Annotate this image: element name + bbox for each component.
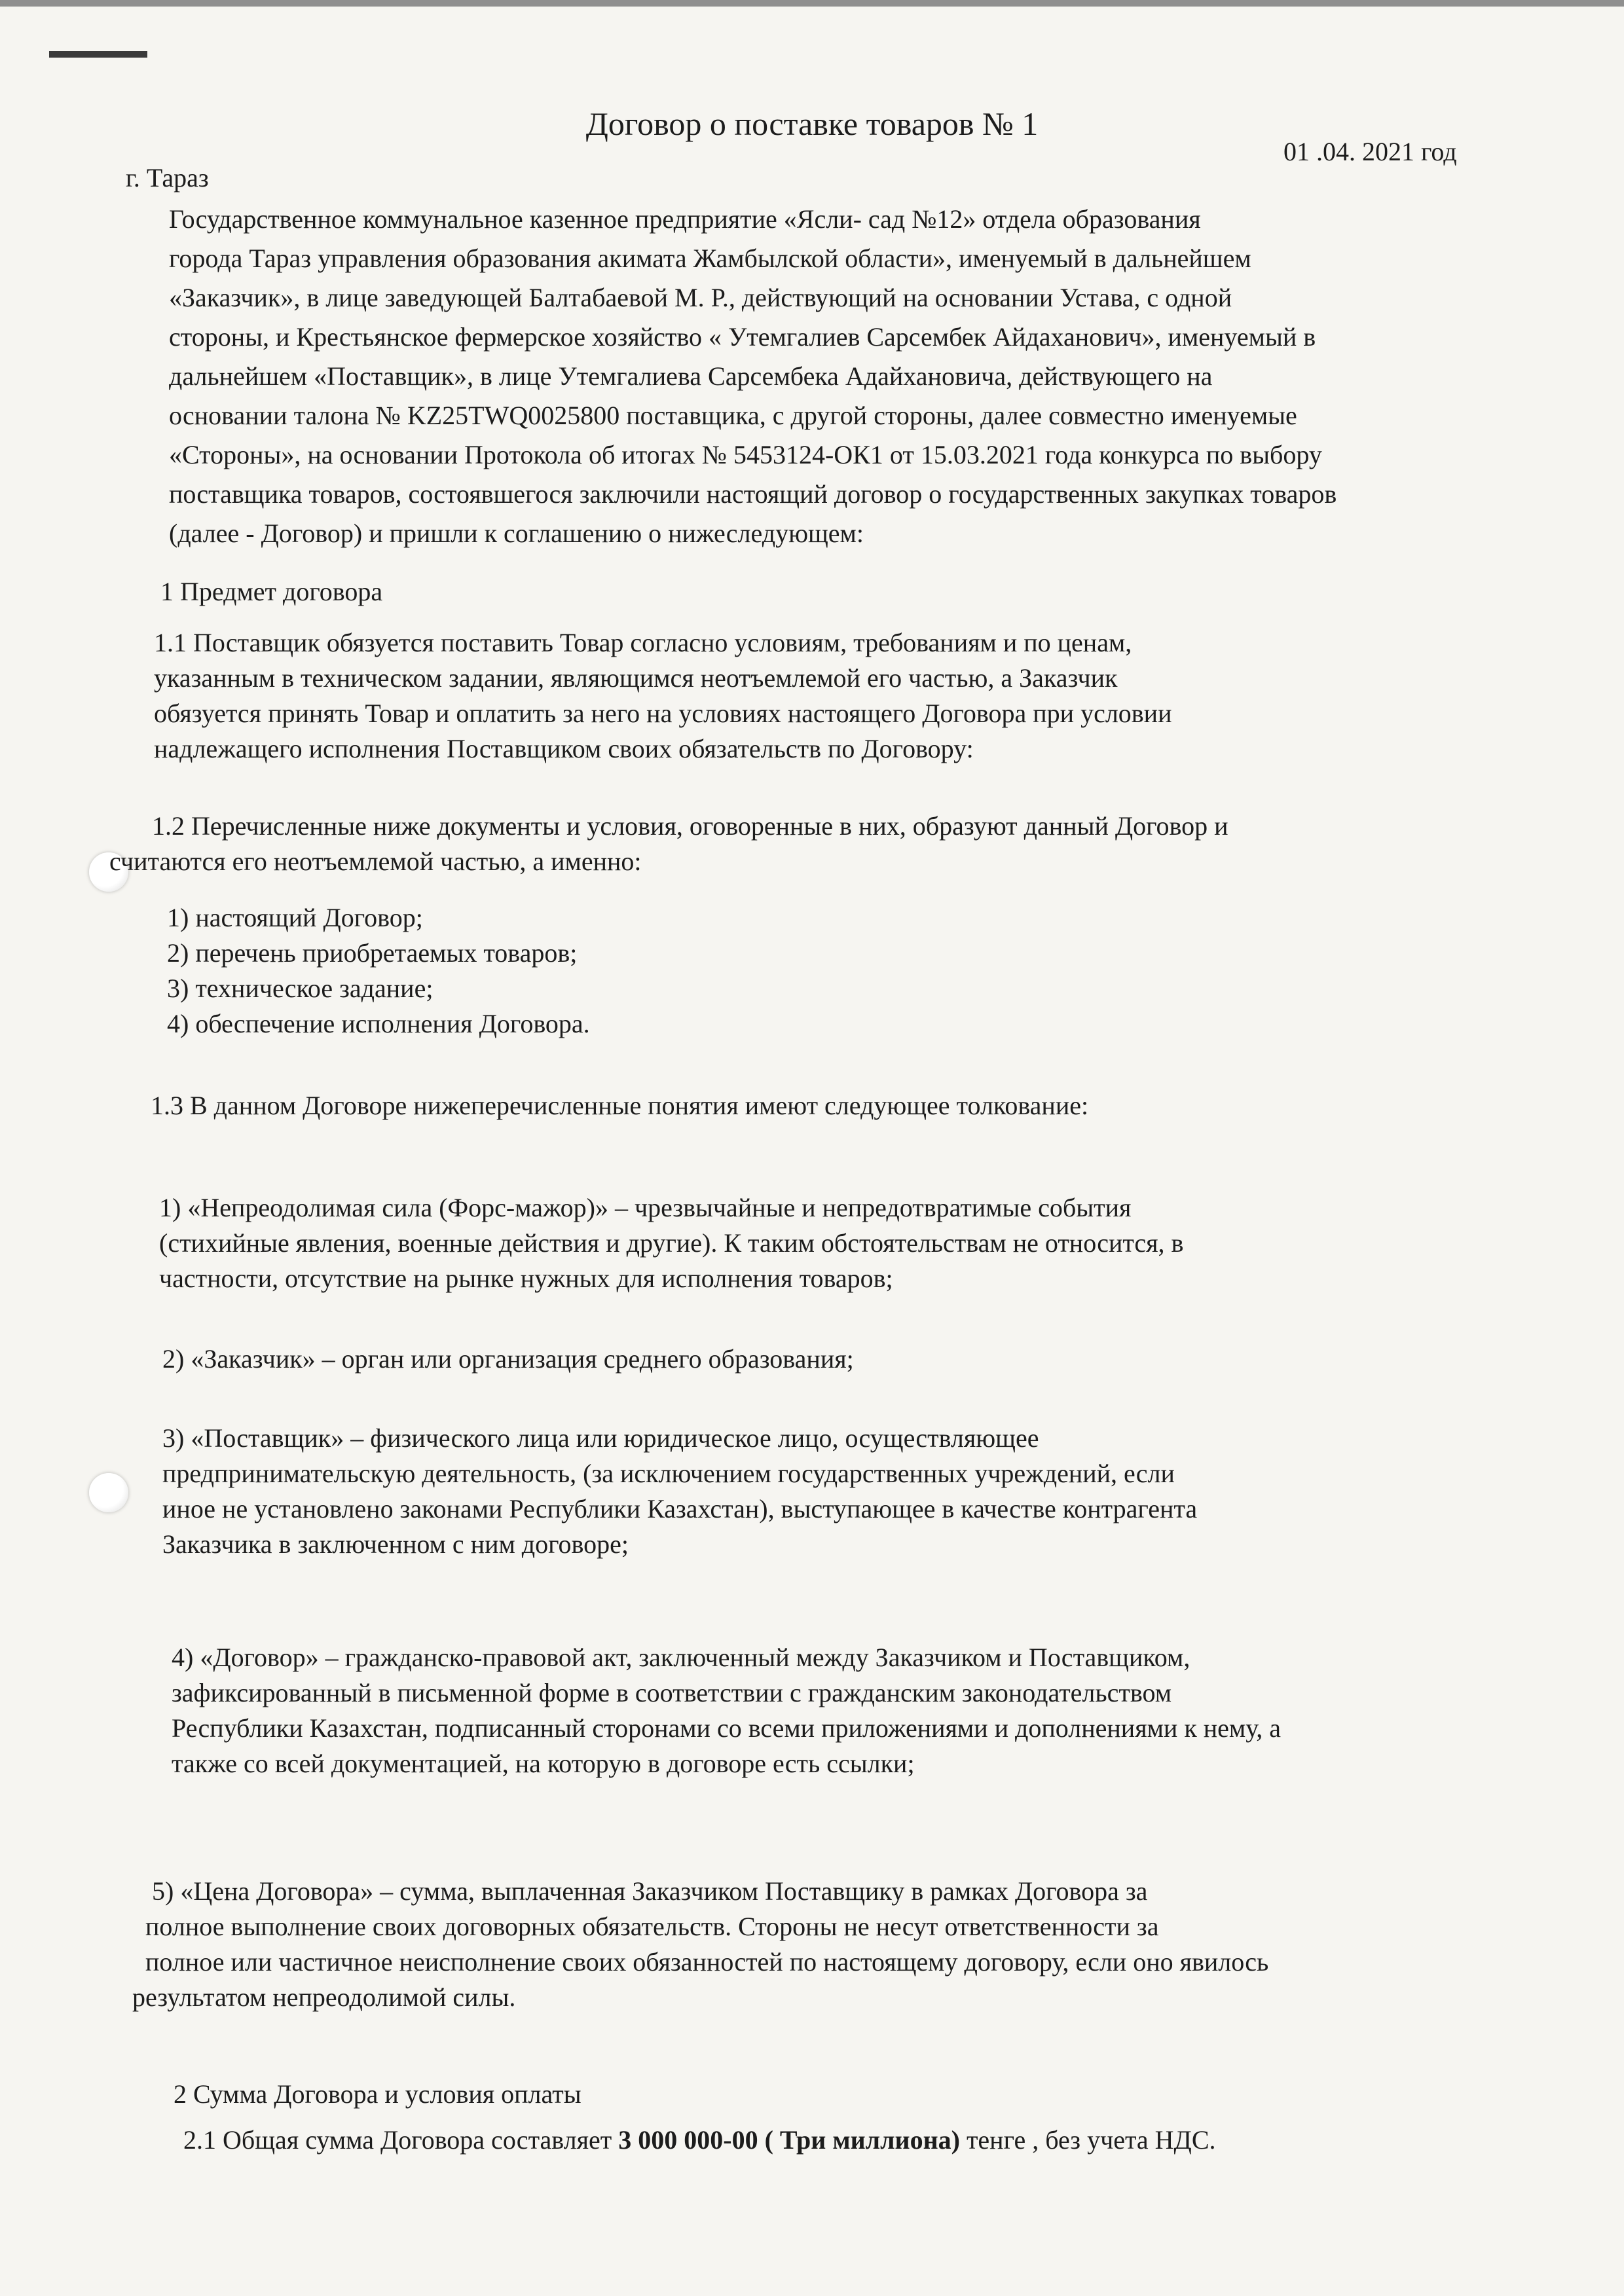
- clause-1-3: 1.3 В данном Договоре нижеперечисленные понятия имеют следующее толкование:: [151, 1091, 1089, 1120]
- section-2-heading: 2 Сумма Договора и условия оплаты: [174, 2079, 581, 2109]
- contract-amount: 3 000 000-00 ( Три миллиона): [618, 2125, 960, 2155]
- definition-line: 4) «Договор» – гражданско-правовой акт, заключенный между Заказчиком и Поставщиком,: [172, 1643, 1190, 1672]
- intro-line: Государственное коммунальное казенное предприятие «Ясли- сад №12» отдела образования: [169, 204, 1201, 234]
- definition-4: [172, 1640, 1281, 1781]
- list-item: 3) техническое задание;: [167, 974, 434, 1003]
- document-title: Договор о поставке товаров № 1: [585, 105, 1039, 142]
- clause-line: считаются его неотъемлемой частью, а именно:: [109, 847, 642, 876]
- document-place: г. Тараз: [126, 163, 209, 192]
- definition-line: полное или частичное неисполнение своих обязанностей по настоящему договору, если оно явилось: [145, 1947, 1269, 1977]
- intro-paragraph: [169, 200, 1337, 553]
- list-item: 4) обеспечение исполнения Договора.: [167, 1009, 590, 1038]
- definition-2: 2) «Заказчик» – орган или организация среднего образования;: [162, 1344, 854, 1374]
- intro-line: дальнейшем «Поставщик», в лице Утемгалиева Сарсембека Адайхановича, действующего на: [169, 361, 1213, 391]
- intro-line: «Стороны», на основании Протокола об итогах № 5453124-ОК1 от 15.03.2021 года конкурса по выбору: [169, 440, 1322, 469]
- definition-3: [162, 1421, 1197, 1562]
- clause-line: указанным в техническом задании, являющимся неотъемлемой его частью, а Заказчик: [154, 663, 1118, 693]
- intro-line: поставщика товаров, состоявшегося заключили настоящий договор о государственных закупках товаров: [169, 479, 1337, 509]
- definition-line: 3) «Поставщик» – физического лица или юридическое лицо, осуществляющее: [162, 1423, 1039, 1453]
- clause-line: надлежащего исполнения Поставщиком своих обязательств по Договору:: [154, 734, 974, 763]
- definition-line: частности, отсутствие на рынке нужных для исполнения товаров;: [159, 1264, 893, 1293]
- definition-1: [159, 1190, 1183, 1296]
- definition-line: Республики Казахстан, подписанный сторонами со всеми приложениями и дополнениями к нему, а: [172, 1713, 1281, 1743]
- clause-1-1: [154, 625, 1172, 767]
- definition-line: зафиксированный в письменной форме в соответствии с гражданским законодательством: [172, 1678, 1172, 1707]
- punch-hole: [89, 1473, 128, 1512]
- clause-line: 1.1 Поставщик обязуется поставить Товар согласно условиям, требованиям и по ценам,: [154, 628, 1132, 657]
- clause-2-1: [183, 2124, 1216, 2155]
- intro-line: (далее - Договор) и пришли к соглашению о нижеследующем:: [169, 519, 864, 548]
- definition-line: также со всей документацией, на которую в договоре есть ссылки;: [172, 1749, 915, 1778]
- definition-line: (стихийные явления, военные действия и другие). К таким обстоятельствам не относится, в: [159, 1228, 1184, 1258]
- intro-line: стороны, и Крестьянское фермерское хозяйство « Утемгалиев Сарсембек Айдаханович», именуемый в: [169, 322, 1316, 352]
- definition-line: полное выполнение своих договорных обязательств. Стороны не несут ответственности за: [145, 1912, 1159, 1941]
- list-item: 1) настоящий Договор;: [167, 903, 423, 932]
- definition-line: Заказчика в заключенном с ним договоре;: [162, 1529, 629, 1559]
- definition-line: 1) «Непреодолимая сила (Форс-мажор)» – чрезвычайные и непредотвратимые события: [159, 1193, 1132, 1222]
- clause-line: 1.2 Перечисленные ниже документы и условия, оговоренные в них, образуют данный Договор и: [152, 811, 1228, 841]
- definition-line: результатом непреодолимой силы.: [132, 1982, 516, 2012]
- clause-1-2-list: [167, 900, 590, 1042]
- clause-2-1-prefix: 2.1 Общая сумма Договора составляет: [183, 2125, 619, 2155]
- scan-top-edge: [0, 0, 1624, 7]
- scan-mark: [49, 51, 147, 58]
- clause-line: обязуется принять Товар и оплатить за него на условиях настоящего Договора при условии: [154, 699, 1172, 728]
- intro-line: «Заказчик», в лице заведующей Балтабаевой М. Р., действующий на основании Устава, с одной: [169, 283, 1232, 312]
- section-1-heading: 1 Предмет договора: [160, 577, 383, 606]
- definition-line: предпринимательскую деятельность, (за исключением государственных учреждений, если: [162, 1459, 1175, 1488]
- clause-2-1-suffix: тенге , без учета НДС.: [959, 2125, 1216, 2155]
- definition-line: 5) «Цена Договора» – сумма, выплаченная Заказчиком Поставщику в рамках Договора за: [152, 1876, 1148, 1906]
- intro-line: города Тараз управления образования акимата Жамбылской области», именуемый в дальнейшем: [169, 244, 1251, 273]
- intro-line: основании талона № KZ25TWQ0025800 поставщика, с другой стороны, далее совместно именуемые: [169, 401, 1297, 430]
- document-date: 01 .04. 2021 год: [1283, 137, 1457, 166]
- definition-line: иное не установлено законами Республики Казахстан), выступающее в качестве контрагента: [162, 1494, 1198, 1523]
- clause-1-2: [109, 809, 1228, 879]
- list-item: 2) перечень приобретаемых товаров;: [167, 938, 578, 968]
- definition-5: [132, 1874, 1269, 2015]
